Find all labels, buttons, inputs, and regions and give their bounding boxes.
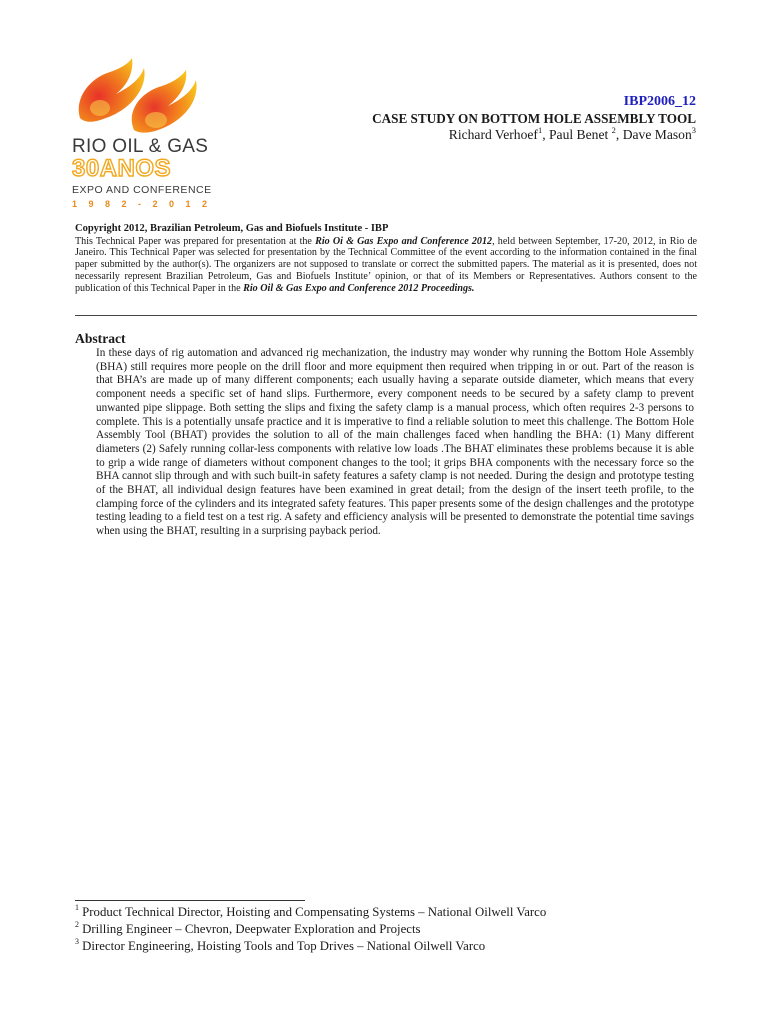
logo-30: 30: [72, 155, 100, 182]
author-mark: 1: [537, 124, 543, 135]
copyright-notice: Copyright 2012, Brazilian Petroleum, Gas and Biofuels Institute - IBP This Technical Paper was prepared for presentation at the Rio Oi & Gas Expo and Conference 2012, held between September, 17-20, 2012, in Rio de Janeiro. This Technical Paper was selected for presentation by the Technical Committee of the event according to the information contained in the final paper submitted by the author(s). The organizers are not supposed to translate or correct the submitted papers. The material as it is presented, does not necessarily represent Brazilian Petroleum, Gas and Biofuels Institute’ opinion, or that of its Members or Representatives. Authors consent to the publication of this Technical Paper in the Rio Oil & Gas Expo and Conference 2012 Proceedings.: [75, 223, 698, 294]
logo-expo-text: EXPO AND CONFERENCE: [72, 184, 212, 196]
abstract-body: In these days of rig automation and advanced rig mechanization, the industry may wonder why running the Bottom Hole Assembly (BHA) still requires more people on the drill floor and more equipment then required when tripping in or out. Part of the reason is that BHA’s are made up of many different components; each usually having a separate outside diameter, which means that every component needs a specific set of hand slips. Furthermore, every component needs to be secured by a safety clamp to prevent unwanted pipe slippage. Both setting the slips and fixing the safety clamp is a manual process, which often requires 2-3 persons to complete. This is a potentially unsafe practice and it is imperative to find a reliable solution to meet this challenge. The Bottom Hole Assembly Tool (BHAT) provides the solution to all of the main challenges faced when handling the BHA: (1) Many different diameters (2) Safely running collar-less components with relative low loads .The BHAT eliminates these problems because it is able to grip a wide range of diameters without component changes to the tool; it grips BHA components with the necessary force so the BHA cannot slip through and with such built-in safety features a safety clamp is not needed. During the design and prototype testing of the BHAT, all individual design features have been examined in great detail; from the design of the insert teeth profile, to the clamping force of the cylinders and its integrated safety features. This paper presents some of the design challenges and the prototype testing leading to a field test on a test rig. A safety and efficiency analysis will be presented to demonstrate the potential time savings when using the BHAT, resulting in a surprising payback period.: [96, 347, 694, 538]
paper-title: CASE STUDY ON BOTTOM HOLE ASSEMBLY TOOL: [372, 111, 696, 126]
logo-title: RIO OIL & GAS: [72, 136, 209, 157]
flame-icon: [70, 58, 220, 138]
footnote: $^3$ Director Engineering, Hoisting Tools and Top Drives – National Oilwell Varco: [75, 936, 486, 953]
proceedings-name: Rio Oil & Gas Expo and Conference 2012 Proceedings.: [243, 282, 475, 294]
logo-years: 1 9 8 2 - 2 0 1 2: [72, 199, 212, 209]
logo-anos-text: ANOS: [99, 155, 172, 182]
author-name: Dave Mason: [622, 127, 692, 142]
footnote: $^2$ Drilling Engineer – Chevron, Deepwater Exploration and Projects: [75, 919, 421, 936]
copyright-heading: Copyright 2012, Brazilian Petroleum, Gas and Biofuels Institute - IBP: [75, 223, 389, 234]
event-name: Rio Oi & Gas Expo and Conference 2012: [315, 235, 493, 247]
author-list: Richard Verhoef$^1$, Paul Benet $^2$, Dave Mason$^3$: [448, 124, 696, 142]
section-divider: [75, 315, 697, 316]
author-name: Richard Verhoef: [448, 127, 538, 142]
footnote-divider: [75, 900, 305, 901]
author-mark: 2: [611, 124, 616, 135]
paper-id: IBP2006_12: [623, 94, 696, 109]
author-name: Paul Benet: [548, 127, 612, 142]
author-mark: 3: [691, 124, 696, 135]
logo-30anos: [72, 156, 171, 182]
abstract-heading: Abstract: [75, 331, 126, 346]
footnotes: [75, 904, 546, 954]
footnote: $^1$ Product Technical Director, Hoisting and Compensating Systems – National Oilwell Varco: [75, 902, 547, 919]
rio-oil-gas-logo: [70, 58, 220, 208]
